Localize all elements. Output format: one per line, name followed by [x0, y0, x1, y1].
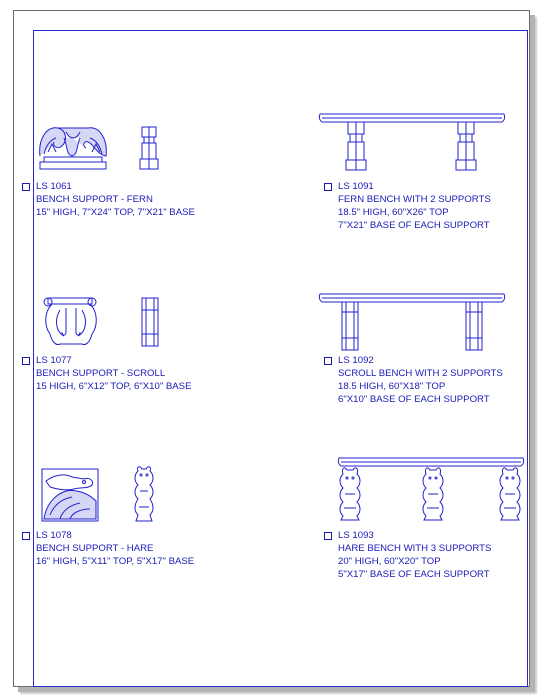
- product-spec: 18.5" HIGH, 60"X26" TOP: [338, 207, 449, 218]
- hare-bench-drawing: [337, 456, 527, 522]
- select-checkbox[interactable]: [22, 532, 30, 540]
- product-label-ls1092: [324, 354, 503, 406]
- product-spec: 20" HIGH, 60"X20" TOP: [338, 556, 441, 567]
- product-spec: 15" HIGH, 7"X24" TOP, 7"X21" BASE: [36, 207, 195, 218]
- product-code: LS 1078: [36, 530, 72, 541]
- product-code: LS 1092: [338, 355, 374, 366]
- product-label-ls1078: [22, 529, 194, 568]
- product-spec: 5"X17" BASE OF EACH SUPPORT: [338, 569, 490, 580]
- scroll-support-drawing: [42, 296, 164, 348]
- product-spec: 6"X10" BASE OF EACH SUPPORT: [338, 394, 490, 405]
- select-checkbox[interactable]: [324, 357, 332, 365]
- product-code: LS 1077: [36, 355, 72, 366]
- product-spec: 7"X21" BASE OF EACH SUPPORT: [338, 220, 490, 231]
- product-label-ls1077: [22, 354, 191, 393]
- fern-support-drawing: [36, 124, 171, 172]
- select-checkbox[interactable]: [324, 183, 332, 191]
- product-code: LS 1093: [338, 530, 374, 541]
- scroll-bench-drawing: [318, 292, 506, 352]
- product-name: HARE BENCH WITH 3 SUPPORTS: [338, 543, 492, 554]
- product-name: BENCH SUPPORT - HARE: [36, 543, 154, 554]
- product-code: LS 1091: [338, 181, 374, 192]
- product-code: LS 1061: [36, 181, 72, 192]
- product-label-ls1091: [324, 180, 491, 232]
- product-spec: 18.5 HIGH, 60"X18" TOP: [338, 381, 446, 392]
- product-label-ls1093: [324, 529, 491, 581]
- product-name: BENCH SUPPORT - FERN: [36, 194, 153, 205]
- product-name: FERN BENCH WITH 2 SUPPORTS: [338, 194, 491, 205]
- product-spec: 16" HIGH, 5"X11" TOP, 5"X17" BASE: [36, 556, 195, 567]
- product-label-ls1061: [22, 180, 195, 219]
- select-checkbox[interactable]: [22, 183, 30, 191]
- product-name: BENCH SUPPORT - SCROLL: [36, 368, 166, 379]
- fern-bench-drawing: [318, 112, 506, 172]
- select-checkbox[interactable]: [22, 357, 30, 365]
- product-name: SCROLL BENCH WITH 2 SUPPORTS: [338, 368, 503, 379]
- hare-support-drawing: [40, 465, 162, 523]
- product-spec: 15 HIGH, 6"X12" TOP, 6"X10" BASE: [36, 381, 192, 392]
- select-checkbox[interactable]: [324, 532, 332, 540]
